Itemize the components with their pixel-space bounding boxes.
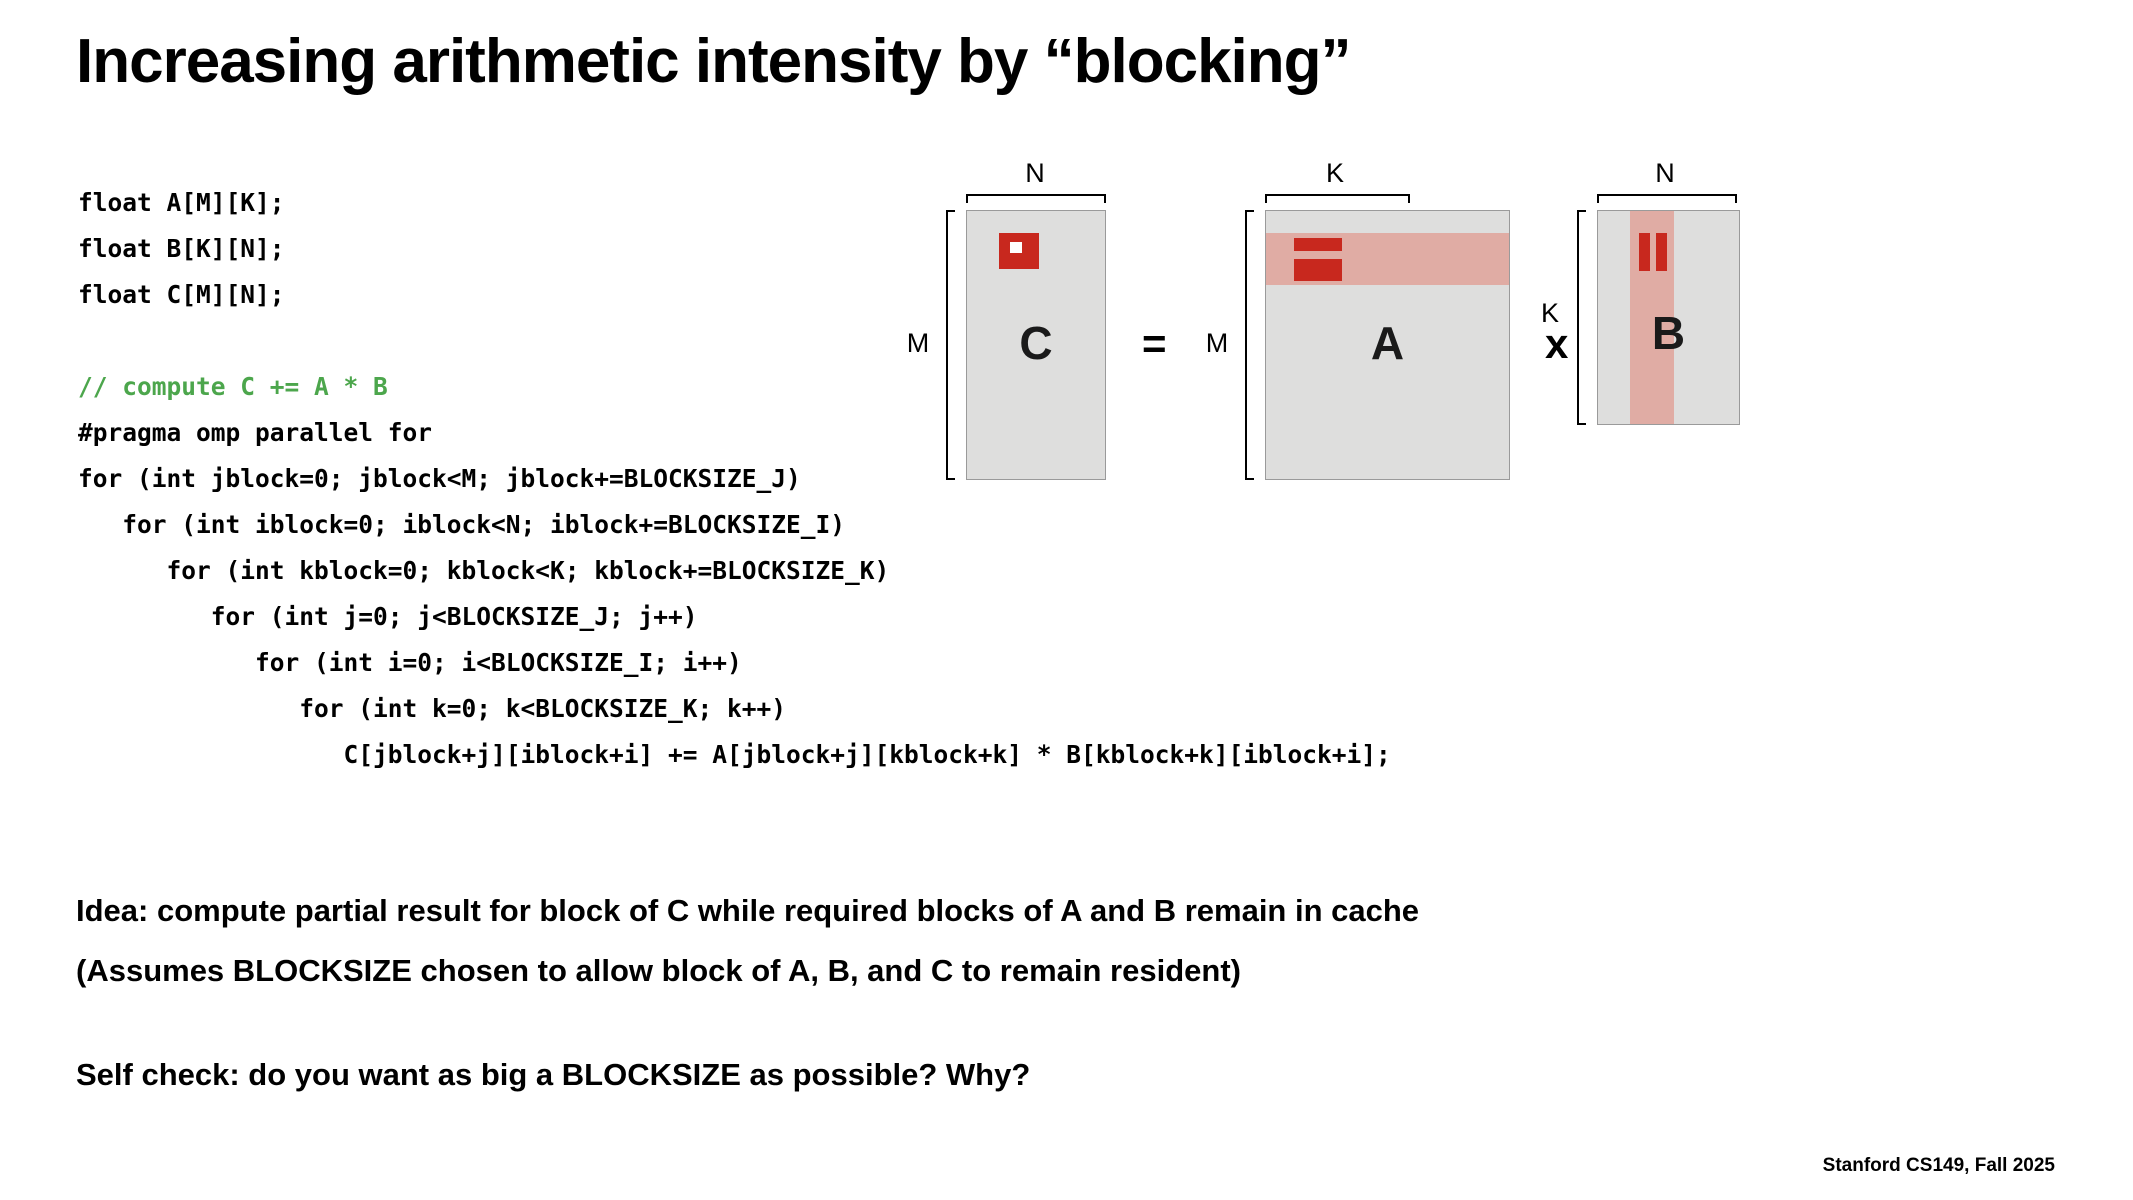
- matrix-c-top-brace: [966, 194, 1106, 203]
- times-symbol: x: [1545, 320, 1569, 367]
- idea-line-2: (Assumes BLOCKSIZE chosen to allow block of A, B, and C to remain resident): [76, 953, 1241, 988]
- matrix-a-top-brace: [1265, 194, 1410, 203]
- matrix-c-block-inner: [1010, 242, 1022, 253]
- code-line-0: #pragma omp parallel for: [78, 418, 433, 447]
- matrix-b-top-brace: [1597, 194, 1737, 203]
- code-line-1: for (int jblock=0; jblock<M; jblock+=BLOCKSIZE_J): [78, 464, 801, 493]
- matrix-a-box: [1265, 210, 1510, 480]
- matrix-c-label: C: [1019, 317, 1053, 369]
- matrix-a-side-dim: M: [1205, 328, 1229, 358]
- matrix-a-left-brace: [1245, 210, 1254, 480]
- code-line-decl-2: float C[M][N];: [78, 280, 285, 309]
- matrix-b-left-brace: [1577, 210, 1586, 425]
- page-title: Increasing arithmetic intensity by “blocking”: [76, 27, 1351, 96]
- idea-line-1: Idea: compute partial result for block of C while required blocks of A and B remain in cache: [76, 893, 1420, 928]
- matrix-a-block-highlight-bottom: [1294, 259, 1342, 281]
- code-comment: // compute C += A * B: [78, 372, 388, 401]
- matrix-c-side-dim: M: [906, 328, 930, 358]
- self-check-line: Self check: do you want as big a BLOCKSIZE as possible? Why?: [76, 1057, 1031, 1092]
- code-line-5: for (int i=0; i<BLOCKSIZE_I; i++): [78, 648, 742, 677]
- code-line-decl-1: float B[K][N];: [78, 234, 285, 263]
- matrix-a-top-dim: K: [1325, 158, 1344, 188]
- matrix-b-block-highlight-right: [1656, 233, 1667, 271]
- code-line-2: for (int iblock=0; iblock<N; iblock+=BLOCKSIZE_I): [78, 510, 846, 539]
- matrix-c-left-brace: [946, 210, 955, 480]
- equals-symbol: =: [1142, 320, 1167, 367]
- matrix-b-side-dim: K: [1540, 298, 1559, 328]
- code-line-4: for (int j=0; j<BLOCKSIZE_J; j++): [78, 602, 698, 631]
- code-line-7: C[jblock+j][iblock+i] += A[jblock+j][kblock+k] * B[kblock+k][iblock+i];: [78, 740, 1391, 769]
- matrix-b-top-dim: N: [1655, 158, 1675, 188]
- matrix-b-box: [1597, 210, 1740, 425]
- matrix-a-label: A: [1370, 317, 1405, 369]
- matrix-c-box: [966, 210, 1106, 480]
- code-line-3: for (int kblock=0; kblock<K; kblock+=BLOCKSIZE_K): [78, 556, 890, 585]
- code-line-decl-0: float A[M][K];: [78, 188, 285, 217]
- matrix-c-top-dim: N: [1025, 158, 1045, 188]
- matrix-b-label: B: [1651, 307, 1686, 359]
- code-line-6: for (int k=0; k<BLOCKSIZE_K; k++): [78, 694, 787, 723]
- matrix-multiply-diagram: [900, 158, 1860, 540]
- matrix-a-block-highlight-top: [1294, 238, 1342, 251]
- slide-footer: Stanford CS149, Fall 2025: [1822, 1155, 2055, 1176]
- matrix-b-block-highlight-left: [1639, 233, 1650, 271]
